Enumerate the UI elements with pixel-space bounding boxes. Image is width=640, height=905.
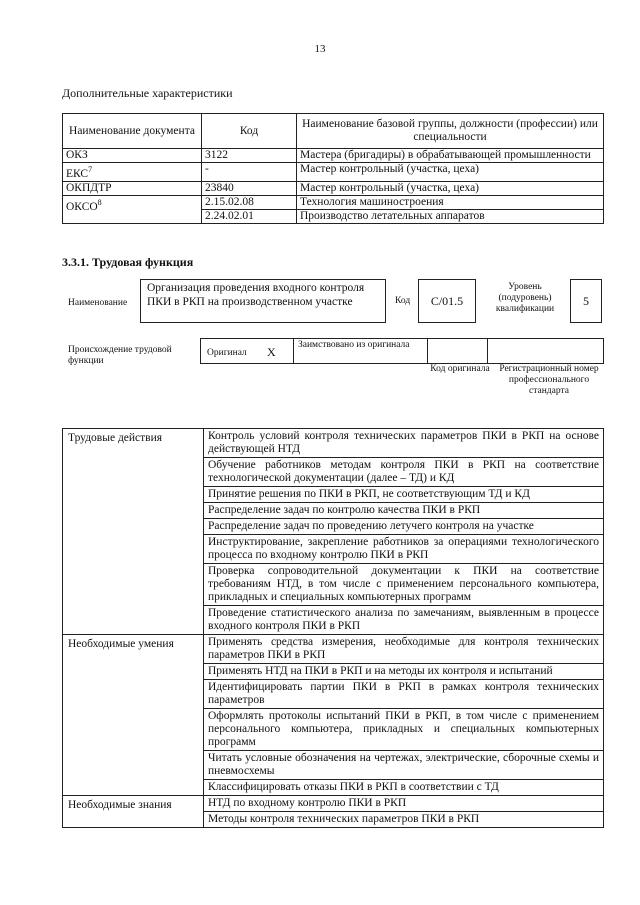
name-cell: Мастер контрольный (участка, цеха)	[297, 181, 604, 195]
code-cell: 23840	[202, 181, 297, 195]
list-item: Проведение статистического анализа по замечаниям, выявленным в процессе входного контроля ПКИ в РКП	[204, 606, 604, 635]
list-item: Читать условные обозначения на чертежах, электрические, сборочные схемы и пневмосхемы	[204, 751, 604, 780]
code-cell: 2.15.02.08	[202, 195, 297, 209]
function-code-value: С/01.5	[418, 279, 476, 323]
list-item: Классифицировать отказы ПКИ в РКП в соответствии с ТД	[204, 780, 604, 796]
name-label: Наименование	[68, 298, 128, 308]
list-item: Обучение работников методам контроля ПКИ в РКП на соответствие технологической документации (далее – ТД) и КД	[204, 458, 604, 487]
doc-text: ЕКС	[66, 167, 89, 180]
labor-actions-label: Трудовые действия	[63, 429, 204, 635]
origin-label: Происхождение трудовой функции	[68, 345, 172, 366]
function-name-value: Организация проведения входного контроля ПКИ в РКП на производственном участке	[140, 279, 386, 323]
borrowed-label: Заимствовано из оригинала	[298, 340, 410, 350]
additional-characteristics-table	[62, 113, 604, 224]
doc-cell: ОКЗ	[63, 149, 202, 163]
table-row	[63, 635, 604, 664]
table-row	[63, 163, 604, 182]
list-item: Идентифицировать партии ПКИ в РКП в рамках контроля технических параметров	[204, 680, 604, 709]
footnote-mark: 7	[88, 165, 93, 174]
code-cell: -	[202, 163, 297, 182]
doc-cell	[63, 163, 202, 182]
table-header-row	[63, 114, 604, 149]
list-item: Распределение задач по контролю качества ПКИ в РКП	[204, 503, 604, 519]
list-item: Применять средства измерения, необходимые для контроля технических параметров ПКИ в РКП	[204, 635, 604, 664]
origin-table	[200, 338, 604, 364]
cell-divider	[427, 339, 428, 363]
code-cell: 2.24.02.01	[202, 209, 297, 223]
list-item: Проверка сопроводительной документации к ПКИ на соответствие требованиям НТД, в том числе с применением персонального компьютера, прикладных и специальных компьютерных программ	[204, 564, 604, 606]
list-item: Оформлять протоколы испытаний ПКИ в РКП, в том числе с применением персонального компьютера, прикладных и специальных компьютерных программ	[204, 709, 604, 751]
code-label: Код	[395, 296, 411, 306]
header-code: Код	[202, 114, 297, 149]
code-cell: 3122	[202, 149, 297, 163]
doc-text: ОКСО	[66, 200, 98, 213]
qualification-level-label: Уровень (подуровень) квалификации	[495, 282, 555, 314]
list-item: Применять НТД на ПКИ в РКП и на методы их контроля и испытаний	[204, 664, 604, 680]
name-cell: Мастера (бригадиры) в обрабатывающей промышленности	[297, 149, 604, 163]
header-name: Наименование базовой группы, должности (профессии) или специальности	[297, 114, 604, 149]
cell-divider	[293, 339, 294, 363]
labor-function-title: 3.3.1. Трудовая функция	[62, 255, 194, 269]
name-cell: Мастер контрольный (участка, цеха)	[297, 163, 604, 182]
name-cell: Технология машиностроения	[297, 195, 604, 209]
table-row	[63, 796, 604, 812]
labor-function-details-table	[62, 428, 604, 828]
doc-cell	[63, 195, 202, 223]
footnote-mark: 8	[97, 197, 102, 207]
list-item: Контроль условий контроля технических параметров ПКИ в РКП на основе действующей НТД	[204, 429, 604, 458]
registration-number-caption: Регистрационный номер профессионального стандарта	[499, 364, 599, 396]
name-cell: Производство летательных аппаратов	[297, 209, 604, 223]
header-document: Наименование документа	[63, 114, 202, 149]
list-item: Распределение задач по проведению летучего контроля на участке	[204, 519, 604, 535]
list-item: Методы контроля технических параметров ПКИ в РКП	[204, 812, 604, 828]
list-item: Принятие решения по ПКИ в РКП, не соответствующим ТД и КД	[204, 487, 604, 503]
page-number: 13	[314, 43, 326, 55]
original-label: Оригинал	[207, 348, 247, 358]
additional-characteristics-title: Дополнительные характеристики	[62, 86, 233, 100]
original-mark: X	[267, 345, 276, 359]
list-item: Инструктирование, закрепление работников за операциями технологического процесса по входному контролю ПКИ в РКП	[204, 535, 604, 564]
doc-cell: ОКПДТР	[63, 181, 202, 195]
list-item: НТД по входному контролю ПКИ в РКП	[204, 796, 604, 812]
cell-divider	[487, 339, 488, 363]
table-row	[63, 195, 604, 209]
required-skills-label: Необходимые умения	[63, 635, 204, 796]
table-row	[63, 429, 604, 458]
code-original-caption: Код оригинала	[430, 364, 490, 374]
qualification-level-value: 5	[570, 279, 602, 323]
required-knowledge-label: Необходимые знания	[63, 796, 204, 828]
table-row	[63, 181, 604, 195]
table-row	[63, 149, 604, 163]
